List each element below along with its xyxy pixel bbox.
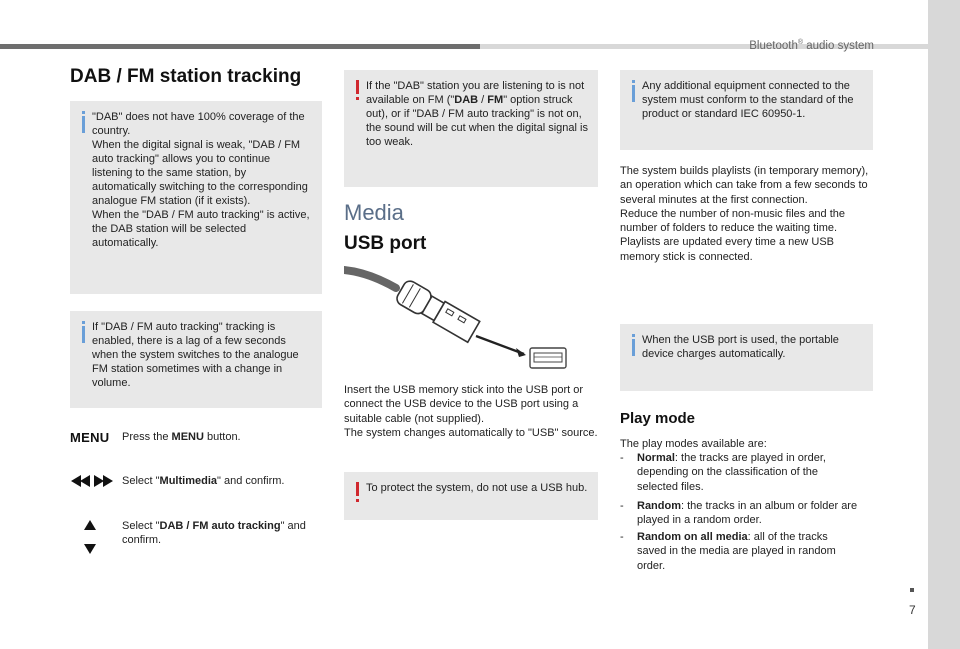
header-rule-dark: [0, 44, 480, 49]
info-box-lag: [70, 311, 322, 408]
menu-button-glyph: MENU: [70, 430, 110, 445]
warning-icon: [352, 482, 366, 504]
warning-box-dab: [344, 70, 598, 187]
list-item: - Normal: the tracks are played in order, depending on the classification of the selected files.: [620, 452, 826, 493]
warning-text-usb-hub: To protect the system, do not use a USB hub.: [366, 482, 588, 494]
usb-plug-illustration: [344, 262, 574, 374]
heading-media: Media: [344, 200, 404, 225]
warning-text-dab: If the "DAB" station you are listening to is not available on FM ("DAB / FM" option struck out), or if "DAB / FM auto tracking" is not on, the sound will be cut when the digital signal is too weak.: [366, 80, 588, 148]
info-icon: [628, 80, 642, 102]
left-right-arrows-icon: [71, 474, 113, 488]
list-item: - Random: the tracks in an album or folder are played in a random order.: [620, 500, 858, 527]
up-down-arrows-icon: [83, 520, 97, 554]
info-icon: [78, 111, 92, 133]
info-text-coverage: "DAB" does not have 100% coverage of the country. When the digital signal is weak, "DAB / FM auto tracking" allows you to continue listening to the same station, by automatically switching to the corresponding analogue FM station (if it exists). When the "DAB / FM auto tracking" is active, the DAB station will be selected automatically.: [92, 111, 310, 249]
info-box-charging: [620, 324, 873, 391]
warning-icon: [352, 80, 366, 102]
info-text-lag: If "DAB / FM auto tracking" tracking is enabled, there is a lag of a few seconds when the system switches to the analogue FM station sometimes with a change in volume.: [92, 321, 299, 389]
usb-instructions: Insert the USB memory stick into the USB port or connect the USB device to the USB port using a suitable cable (not supplied). The system changes automatically to "USB" source.: [344, 384, 598, 439]
page-number: 7: [909, 603, 916, 617]
section-title: Bluetooth® audio system: [749, 39, 874, 52]
warning-box-usb-hub: [344, 472, 598, 520]
info-text-equipment: Any additional equipment connected to the system must conform to the standard of the product or standard IEC 60950-1.: [642, 80, 854, 120]
end-of-page-marker: [910, 588, 914, 592]
info-box-coverage: [70, 101, 322, 294]
info-text-charging: When the USB port is used, the portable device charges automatically.: [642, 334, 839, 360]
step-select-dab-fm: Select "DAB / FM auto tracking" and confirm.: [122, 520, 306, 547]
heading-dab-fm-tracking: DAB / FM station tracking: [70, 66, 302, 87]
step-select-multimedia: Select "Multimedia" and confirm.: [122, 475, 285, 487]
info-icon: [78, 321, 92, 343]
list-item: - Random on all media: all of the tracks saved in the media are played in random order.: [620, 531, 836, 572]
playlists-info: The system builds playlists (in temporary memory), an operation which can take from a few seconds to several minutes at the first connection. Reduce the number of non-music files and the number of folders to reduce the waiting time. Playlists are updated every time a new USB memory stick is connected.: [620, 165, 869, 263]
heading-usb-port: USB port: [344, 233, 427, 254]
play-modes-intro: The play modes available are:: [620, 438, 767, 450]
page-edge-strip: [928, 0, 960, 649]
info-icon: [628, 334, 642, 356]
step-press-menu: Press the MENU button.: [122, 431, 241, 443]
heading-play-mode: Play mode: [620, 410, 696, 427]
info-box-equipment: [620, 70, 873, 150]
